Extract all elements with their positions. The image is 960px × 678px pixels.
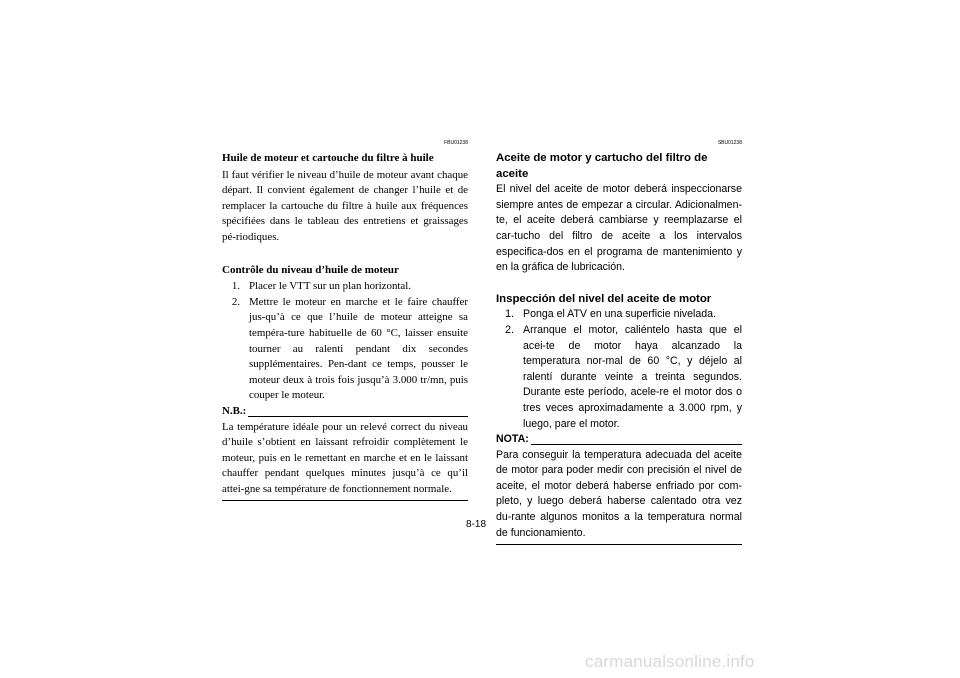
french-note-label: N.B.: (222, 404, 247, 417)
french-subtitle: Contrôle du niveau d’huile de moteur (222, 263, 399, 276)
french-intro-paragraph: Il faut vérifier le niveau d’huile de moteur avant chaque départ. Il convient également de changer l’huile et de remplacer la cartouche du filtre à huile aux fréquences spécifiées dans le tableau des entretiens et graissages pé-riodiques. (222, 168, 468, 243)
spanish-column (496, 140, 742, 545)
page-number: 8-18 (466, 519, 487, 530)
french-column (222, 140, 468, 501)
french-section-code: FBU01238 (444, 140, 468, 146)
french-spacer (222, 246, 468, 262)
spanish-intro-paragraph: El nivel del aceite de motor deberá inspeccionarse siempre antes de empezar a circular. Adicionalmen-te, el aceite deberá cambiarse y reemplazarse el car-tucho del filtro de aceite a los intervalos especifica-dos en el programa de mantenimiento y en la gráfica de lubricación. (496, 183, 742, 274)
step-text: Placer le VTT sur un plan horizontal. (249, 280, 412, 293)
spanish-section-code: SBU01238 (717, 140, 742, 146)
list-item (496, 323, 742, 432)
french-note-header (222, 404, 468, 420)
spanish-note-text: Para conseguir la temperatura adecuada del aceite de motor para poder medir con precisión el nivel de aceite, el motor deberá haberse enfriado por com-pleto, y luego deberá haberse calentado otra vez du-rante algunos monitos a la temperatura normal de funcionamiento. (496, 448, 742, 539)
divider (531, 444, 742, 445)
watermark: carmanualsonline.info (585, 652, 755, 671)
list-item (222, 295, 468, 404)
spanish-note-label: NOTA: (496, 433, 529, 446)
step-text: Arranque el motor, caliéntelo hasta que el acei-te de motor haya alcanzado la temperatura nor-mal de 60 °C, y déjelo al ralentí durante veinte a treinta segundos. Durante este período, acele-re el motor dos o tres veces aproximadamente a 3.000 rpm, y luego, pare el motor. (523, 323, 742, 430)
spanish-note-header (496, 432, 742, 448)
list-item (496, 307, 742, 323)
divider (248, 416, 468, 417)
step-text: Mettre le moteur en marche et le faire chauffer jus-qu’à ce que l’huile de moteur atteigne sa tempéra-ture habituelle de 60 °C, laisser ensuite tourner au ralenti pendant dix secondes supplémentaires. Pen-dant ce temps, pousser le moteur deux à trois fois jusqu’à 3.000 tr/mn, puis couper le moteur. (249, 295, 468, 402)
spanish-section-title: Aceite de motor y cartucho del filtro de aceite (496, 152, 708, 180)
spanish-subtitle: Inspección del nivel del aceite de motor (496, 292, 712, 305)
divider (496, 544, 742, 545)
french-note-text: La température idéale pour un relevé correct du niveau d’huile s’obtient en laissant refroidir complètement le moteur, puis en le remettant en marche et en le laissant chauffer pendant quelques minutes jusqu’à ce qu’il attei-gne sa température de fonctionnement normale. (222, 420, 468, 495)
step-number: 2. (505, 323, 514, 336)
list-item (222, 279, 468, 295)
french-section-title: Huile de moteur et cartouche du filtre à huile (222, 152, 434, 164)
divider (222, 500, 468, 501)
spanish-steps-list (496, 307, 742, 432)
french-steps-list (222, 279, 468, 404)
step-number: 1. (505, 308, 514, 321)
step-number: 1. (231, 280, 240, 293)
step-text: Ponga el ATV en una superficie nivelada. (523, 308, 716, 321)
step-number: 2. (231, 295, 240, 308)
spanish-spacer (496, 276, 742, 292)
